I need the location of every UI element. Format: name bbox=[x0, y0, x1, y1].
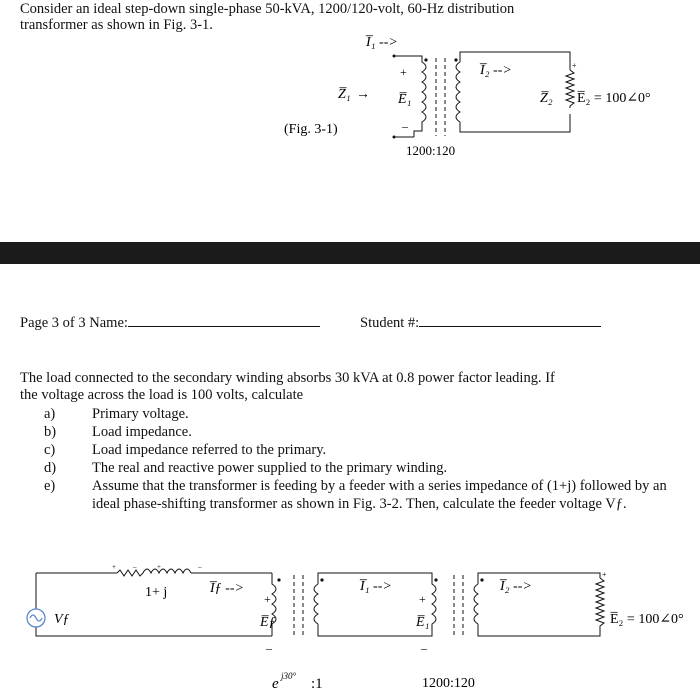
main-secondary-coil bbox=[474, 584, 478, 624]
series-plus-mid: + bbox=[157, 563, 161, 571]
question-item-d bbox=[20, 459, 680, 477]
page-label-text: Page 3 of 3 Name: bbox=[20, 315, 128, 331]
arrow-icon: → bbox=[356, 87, 370, 102]
question-marker: c) bbox=[44, 442, 56, 458]
if-label: I̅ƒ --> bbox=[210, 581, 244, 596]
ef-minus-sign: – bbox=[266, 641, 272, 655]
secondary-coil bbox=[456, 62, 460, 122]
phase-shift-secondary-coil bbox=[314, 584, 318, 624]
question-item-b bbox=[20, 423, 680, 441]
e1-label-2: E̅₁ bbox=[416, 615, 430, 630]
question-item-e bbox=[20, 477, 680, 513]
load-impedance-symbol-2 bbox=[596, 578, 604, 628]
question-list bbox=[20, 405, 680, 513]
question-text: Load impedance. bbox=[92, 424, 192, 440]
figure-3-2 bbox=[0, 560, 700, 700]
e1-minus-sign: – bbox=[421, 641, 427, 655]
question-marker: d) bbox=[44, 460, 57, 476]
primary-dot bbox=[424, 58, 427, 61]
phase-shift-secondary-dot bbox=[320, 578, 323, 581]
para-line-1: The load connected to the secondary winding absorbs 30 kVA at 0.8 power factor leading. If bbox=[20, 370, 555, 386]
question-marker: b) bbox=[44, 424, 57, 440]
series-plus-left: + bbox=[112, 563, 116, 571]
turns-ratio-2: 1200:120 bbox=[422, 676, 475, 691]
e2-label: E̅₂ = 100∠0° bbox=[577, 91, 651, 106]
page-label bbox=[20, 314, 320, 332]
question-item-c bbox=[20, 441, 680, 459]
ef-plus-sign: + bbox=[264, 592, 271, 606]
load-impedance-symbol bbox=[566, 70, 574, 108]
student-label bbox=[360, 314, 601, 332]
main-secondary-dot bbox=[480, 578, 483, 581]
question-text: The real and reactive power supplied to the primary winding. bbox=[92, 460, 448, 476]
intro-line-2: transformer as shown in Fig. 3-1. bbox=[20, 17, 213, 33]
phase-ratio-tail: :1 bbox=[311, 676, 323, 692]
z1-label: Z̅₁ bbox=[338, 87, 351, 102]
i2-label: I̅₂ --> bbox=[480, 63, 512, 78]
question-marker: e) bbox=[44, 478, 56, 494]
phase-ratio-exponent: j30° bbox=[281, 671, 297, 681]
series-minus-mid: – bbox=[133, 563, 137, 571]
impedance-label: 1+ j bbox=[145, 585, 168, 600]
secondary-dot bbox=[454, 58, 457, 61]
name-blank[interactable] bbox=[128, 314, 320, 327]
primary-coil bbox=[414, 56, 426, 137]
e2-label-2: E̅₂ = 100∠0° bbox=[610, 612, 684, 627]
load-plus-sign-2: + bbox=[602, 570, 607, 579]
figure-caption: (Fig. 3-1) bbox=[284, 122, 338, 137]
phase-ratio-base: e bbox=[272, 676, 279, 692]
figure-3-1 bbox=[0, 28, 700, 228]
question-item-a bbox=[20, 405, 680, 423]
student-number-blank[interactable] bbox=[419, 314, 601, 327]
phase-shift-primary-dot bbox=[277, 578, 280, 581]
z2-label: Z̅₂ bbox=[540, 91, 553, 106]
minus-sign: – bbox=[402, 119, 408, 133]
ef-label: E̅ƒ bbox=[260, 615, 276, 630]
question-text: Primary voltage. bbox=[92, 406, 189, 422]
student-label-text: Student #: bbox=[360, 315, 420, 331]
main-primary-dot bbox=[434, 578, 437, 581]
turns-ratio: 1200:120 bbox=[406, 143, 456, 158]
load-plus-sign: + bbox=[572, 61, 577, 70]
question-marker: a) bbox=[44, 406, 56, 422]
question-text: Assume that the transformer is feeding by a feeder with a series impedance of (1+j) followed by an ideal phase-shifting transformer as shown in Fig. 3-2. Then, calculate the feeder voltage Vƒ. bbox=[92, 478, 667, 512]
series-resistor bbox=[117, 570, 143, 576]
page-top bbox=[0, 0, 700, 242]
i1-label-2: I̅₁ --> bbox=[360, 579, 392, 594]
para-line-2: the voltage across the load is 100 volts, calculate bbox=[20, 387, 304, 403]
source-label: Vƒ bbox=[54, 612, 70, 627]
page-separator-band bbox=[0, 242, 700, 264]
series-inductor bbox=[143, 569, 191, 573]
intro-line-1: Consider an ideal step-down single-phase 50-kVA, 1200/120-volt, 60-Hz distribution bbox=[20, 1, 515, 17]
i1-label: I̅₁ --> bbox=[366, 35, 398, 50]
question-text: Load impedance referred to the primary. bbox=[92, 442, 327, 458]
plus-sign: + bbox=[400, 65, 407, 79]
e1-label: E̅₁ bbox=[398, 92, 412, 107]
series-minus-right: – bbox=[198, 563, 202, 571]
i2-label-2: I̅₂ --> bbox=[500, 579, 532, 594]
e1-plus-sign: + bbox=[419, 592, 426, 606]
